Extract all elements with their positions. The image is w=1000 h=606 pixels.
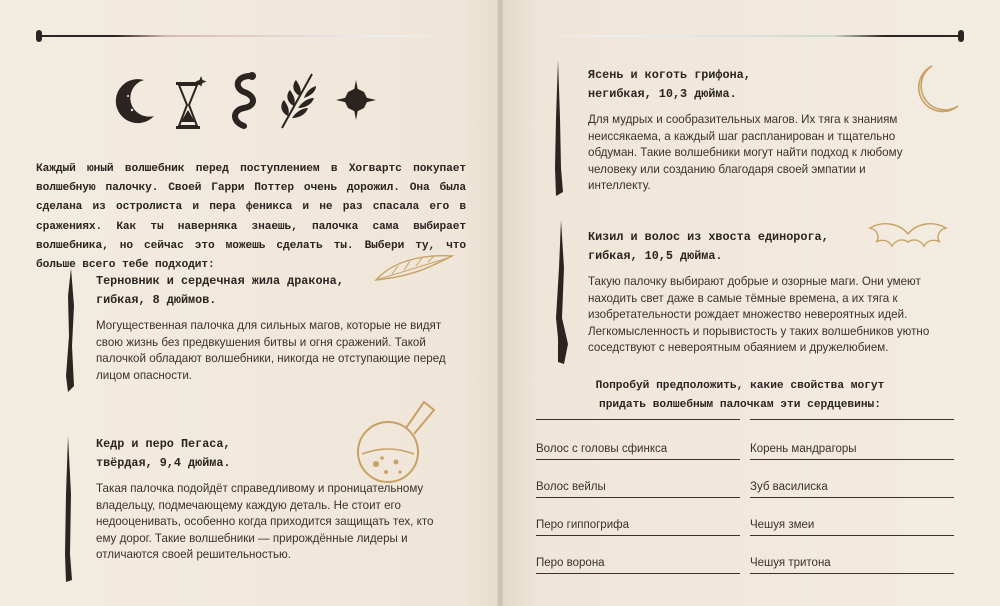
core-label: Волос вейлы — [536, 481, 606, 493]
wand-entry — [96, 435, 446, 564]
snake-icon — [226, 70, 262, 132]
crescent-moon-icon — [114, 76, 158, 126]
wand-description: Такая палочка подойдёт справедливому и проницательному владельцу, подмечающему каждую деталь. Не стоит его недооценивать, особенно когда приходится защищать тех, кто ему дорог. Такие волшебники — прирождённые лидеры и отличаются своей решительностью. — [96, 482, 434, 562]
wand-title — [588, 66, 918, 104]
book-gutter — [497, 0, 503, 606]
core-answer-field[interactable] — [536, 479, 740, 498]
exercise-prompt: Попробуй предположить, какие свойства могут придать волшебным палочкам эти сердцевины: — [595, 380, 885, 412]
wand-icon — [60, 434, 76, 584]
wand-description: Для мудрых и сообразительных магов. Их тяга к знаниям неиссякаема, а каждый шаг распланирован и тщательно обдуман. Такие волшебники могут найти подход к любому человеку или созданию благодаря своей эмпатии и интеллекту. — [588, 113, 903, 193]
header-rule-right — [540, 35, 960, 37]
wand-icon — [62, 266, 78, 394]
core-label: Чешуя змеи — [750, 519, 815, 531]
core-answer-field[interactable] — [750, 479, 954, 498]
hourglass-icon — [170, 72, 210, 132]
star-icon — [334, 78, 378, 122]
rule-end-cap — [958, 30, 964, 42]
wand-title-line: негибкая, 10,3 дюйма. — [588, 87, 737, 101]
core-answer-field[interactable] — [536, 517, 740, 536]
core-answer-field[interactable] — [750, 555, 954, 574]
core-answer-field[interactable] — [536, 555, 740, 574]
core-label: Волос с головы сфинкса — [536, 443, 668, 455]
wand-entry — [96, 272, 466, 384]
answer-line — [536, 419, 740, 420]
wand-title-line: твёрдая, 9,4 дюйма. — [96, 456, 231, 470]
icon-row — [108, 62, 398, 142]
wand-title-line: Кедр и перо Пегаса, — [96, 437, 231, 451]
wand-entry — [588, 66, 918, 195]
wand-description: Такую палочку выбирают добрые и озорные маги. Они умеют находить свет даже в самые тёмные времена, а их тяга к изобретательности рождает множество невероятных идей. Легкомысленность и порывистость у таких волшебников уютно соседствуют с невероятным обаянием и дружелюбием. — [588, 275, 930, 355]
core-answer-field[interactable] — [536, 441, 740, 460]
answer-line — [750, 419, 954, 420]
wand-title-line: Терновник и сердечная жила дракона, — [96, 274, 344, 288]
moon-outline-icon — [916, 62, 962, 116]
core-label: Зуб василиска — [750, 481, 828, 493]
wand-title — [588, 228, 948, 266]
fern-leaf-icon — [276, 68, 320, 132]
wand-icon — [550, 58, 566, 198]
wand-title — [96, 435, 446, 473]
core-label: Чешуя тритона — [750, 557, 831, 569]
rule-end-cap — [36, 30, 42, 42]
header-rule-left — [40, 35, 460, 37]
wand-title-line: гибкая, 8 дюймов. — [96, 293, 217, 307]
wand-icon — [552, 218, 572, 368]
core-answer-field[interactable] — [750, 517, 954, 536]
wand-description: Могущественная палочка для сильных магов, которые не видят свою жизнь без предвкушения битвы и огня сражений. Такой палочкой обладают волшебники, никогда не отступающие перед лицом опасности. — [96, 319, 446, 382]
wand-title-line: гибкая, 10,5 дюйма. — [588, 249, 723, 263]
wand-entry — [588, 228, 948, 357]
core-label: Перо гиппогрифа — [536, 519, 629, 531]
core-label: Перо ворона — [536, 557, 605, 569]
wand-title-line: Кизил и волос из хвоста единорога, — [588, 230, 829, 244]
wand-title-line: Ясень и коготь грифона, — [588, 68, 751, 82]
wand-title — [96, 272, 466, 310]
core-answer-field[interactable] — [750, 441, 954, 460]
intro-paragraph: Каждый юный волшебник перед поступлением в Хогвартс покупает волшебную палочку. Своей Гарри Поттер очень дорожил. Она была сделана из остролиста и пера феникса и не раз спасала его в сражениях. Как ты наверняка знаешь, палочка сама выбирает волшебника, но сейчас это можешь сделать ты. Выбери ту, что больше всего тебе подходит: — [36, 163, 466, 272]
core-label: Корень мандрагоры — [750, 443, 857, 455]
